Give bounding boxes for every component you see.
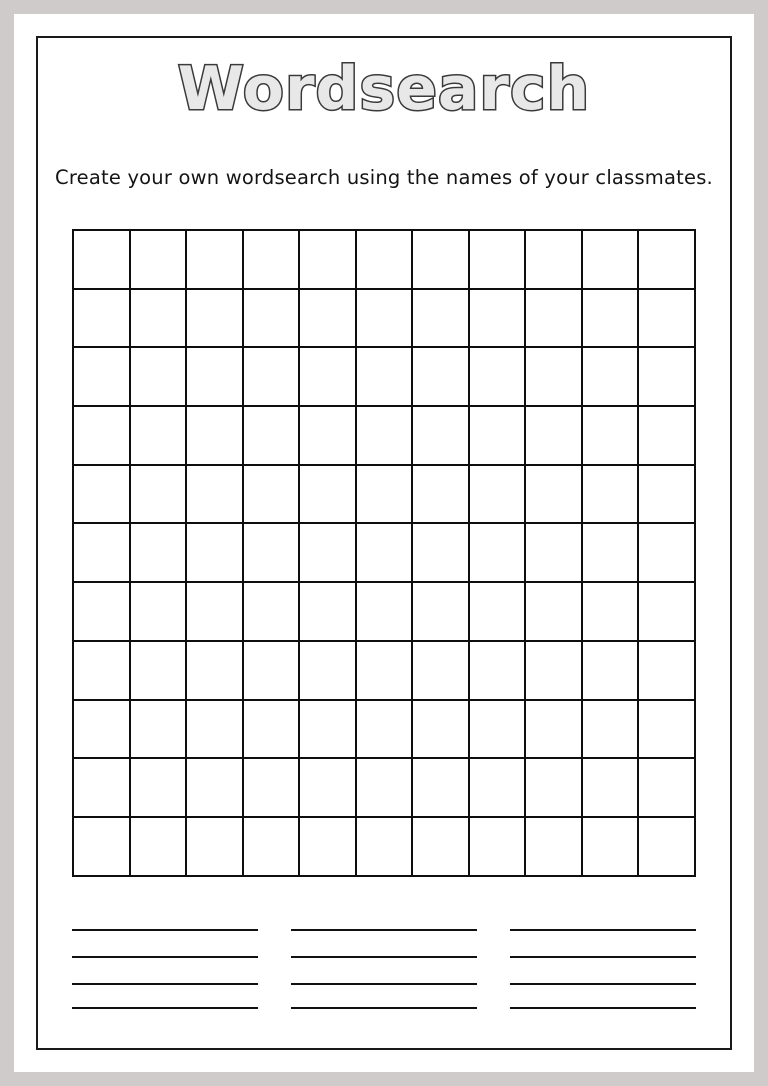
- answer-column: [291, 904, 477, 1009]
- grid-cell[interactable]: [582, 817, 639, 876]
- grid-cell[interactable]: [525, 817, 582, 876]
- grid-cell[interactable]: [243, 641, 300, 700]
- grid-row: [73, 641, 695, 700]
- grid-cell[interactable]: [299, 700, 356, 759]
- grid-cell[interactable]: [525, 758, 582, 817]
- grid-cell[interactable]: [130, 758, 187, 817]
- wordsearch-grid[interactable]: [72, 229, 696, 877]
- grid-cell[interactable]: [186, 641, 243, 700]
- grid-cell[interactable]: [73, 230, 130, 289]
- grid-cell[interactable]: [412, 347, 469, 406]
- grid-cell[interactable]: [638, 406, 695, 465]
- grid-row: [73, 523, 695, 582]
- grid-cell[interactable]: [73, 700, 130, 759]
- grid-cell[interactable]: [299, 817, 356, 876]
- grid-cell[interactable]: [186, 758, 243, 817]
- answer-line[interactable]: [510, 985, 696, 1009]
- grid-row: [73, 817, 695, 876]
- grid-cell[interactable]: [469, 700, 526, 759]
- grid-cell[interactable]: [412, 406, 469, 465]
- grid-cell[interactable]: [356, 582, 413, 641]
- grid-cell[interactable]: [186, 817, 243, 876]
- grid-cell[interactable]: [638, 465, 695, 524]
- grid-cell[interactable]: [130, 523, 187, 582]
- grid-cell[interactable]: [186, 582, 243, 641]
- grid-cell[interactable]: [186, 406, 243, 465]
- answer-line[interactable]: [72, 931, 258, 958]
- grid-cell[interactable]: [73, 465, 130, 524]
- grid-cell[interactable]: [469, 523, 526, 582]
- grid-cell[interactable]: [130, 347, 187, 406]
- grid-cell[interactable]: [638, 523, 695, 582]
- grid-cell[interactable]: [186, 523, 243, 582]
- grid-cell[interactable]: [582, 582, 639, 641]
- grid-cell[interactable]: [243, 347, 300, 406]
- grid-cell[interactable]: [356, 406, 413, 465]
- grid-row: [73, 289, 695, 348]
- grid-row: [73, 406, 695, 465]
- answer-line[interactable]: [291, 958, 477, 985]
- grid-cell[interactable]: [243, 758, 300, 817]
- grid-cell[interactable]: [582, 641, 639, 700]
- grid-cell[interactable]: [186, 289, 243, 348]
- grid-cell[interactable]: [638, 758, 695, 817]
- grid-cell[interactable]: [130, 817, 187, 876]
- grid-cell[interactable]: [412, 758, 469, 817]
- grid-cell[interactable]: [356, 523, 413, 582]
- grid-cell[interactable]: [73, 758, 130, 817]
- grid-cell[interactable]: [356, 641, 413, 700]
- grid-cell[interactable]: [582, 230, 639, 289]
- grid-cell[interactable]: [299, 641, 356, 700]
- answer-column: [510, 904, 696, 1009]
- grid-cell[interactable]: [582, 758, 639, 817]
- wordsearch-grid-table[interactable]: [72, 229, 696, 877]
- grid-cell[interactable]: [243, 465, 300, 524]
- answer-line[interactable]: [72, 958, 258, 985]
- grid-row: [73, 465, 695, 524]
- grid-cell[interactable]: [130, 582, 187, 641]
- grid-cell[interactable]: [243, 817, 300, 876]
- answer-line[interactable]: [72, 904, 258, 931]
- grid-cell[interactable]: [469, 406, 526, 465]
- grid-cell[interactable]: [299, 758, 356, 817]
- answer-line[interactable]: [510, 904, 696, 931]
- grid-cell[interactable]: [638, 817, 695, 876]
- grid-cell[interactable]: [469, 347, 526, 406]
- grid-cell[interactable]: [356, 758, 413, 817]
- grid-cell[interactable]: [638, 230, 695, 289]
- grid-cell[interactable]: [299, 289, 356, 348]
- grid-cell[interactable]: [186, 230, 243, 289]
- grid-cell[interactable]: [525, 406, 582, 465]
- grid-cell[interactable]: [73, 582, 130, 641]
- grid-cell[interactable]: [73, 347, 130, 406]
- answer-line[interactable]: [291, 904, 477, 931]
- wordsearch-grid-body: [73, 230, 695, 876]
- grid-cell[interactable]: [525, 465, 582, 524]
- grid-cell[interactable]: [73, 641, 130, 700]
- grid-cell[interactable]: [130, 406, 187, 465]
- grid-cell[interactable]: [469, 289, 526, 348]
- grid-cell[interactable]: [412, 230, 469, 289]
- grid-cell[interactable]: [525, 289, 582, 348]
- grid-cell[interactable]: [186, 465, 243, 524]
- grid-cell[interactable]: [243, 289, 300, 348]
- answer-line[interactable]: [510, 931, 696, 958]
- grid-row: [73, 700, 695, 759]
- grid-cell[interactable]: [412, 817, 469, 876]
- grid-cell[interactable]: [299, 406, 356, 465]
- grid-cell[interactable]: [186, 700, 243, 759]
- grid-cell[interactable]: [582, 523, 639, 582]
- worksheet-page: [14, 14, 754, 1072]
- grid-cell[interactable]: [130, 289, 187, 348]
- grid-cell[interactable]: [412, 582, 469, 641]
- grid-cell[interactable]: [356, 289, 413, 348]
- grid-row: [73, 582, 695, 641]
- answer-lines-area: [72, 904, 696, 1009]
- grid-cell[interactable]: [243, 582, 300, 641]
- grid-cell[interactable]: [412, 700, 469, 759]
- grid-cell[interactable]: [243, 406, 300, 465]
- grid-cell[interactable]: [525, 641, 582, 700]
- instructions-text: Create your own wordsearch using the names of your classmates.: [55, 166, 713, 189]
- grid-cell[interactable]: [73, 406, 130, 465]
- grid-cell[interactable]: [243, 523, 300, 582]
- grid-cell[interactable]: [469, 758, 526, 817]
- grid-cell[interactable]: [73, 289, 130, 348]
- grid-cell[interactable]: [243, 230, 300, 289]
- grid-cell[interactable]: [130, 465, 187, 524]
- grid-cell[interactable]: [638, 347, 695, 406]
- answer-line[interactable]: [510, 958, 696, 985]
- grid-row: [73, 347, 695, 406]
- grid-row: [73, 758, 695, 817]
- page-title: Wordsearch: [177, 54, 591, 124]
- grid-cell[interactable]: [299, 523, 356, 582]
- grid-cell[interactable]: [638, 700, 695, 759]
- grid-cell[interactable]: [582, 347, 639, 406]
- grid-cell[interactable]: [130, 641, 187, 700]
- grid-cell[interactable]: [412, 641, 469, 700]
- grid-cell[interactable]: [130, 230, 187, 289]
- grid-cell[interactable]: [525, 523, 582, 582]
- grid-cell[interactable]: [469, 465, 526, 524]
- answer-line[interactable]: [291, 931, 477, 958]
- grid-cell[interactable]: [130, 700, 187, 759]
- grid-cell[interactable]: [356, 230, 413, 289]
- grid-cell[interactable]: [582, 465, 639, 524]
- grid-cell[interactable]: [525, 700, 582, 759]
- grid-cell[interactable]: [469, 817, 526, 876]
- grid-cell[interactable]: [73, 817, 130, 876]
- grid-cell[interactable]: [582, 700, 639, 759]
- grid-cell[interactable]: [525, 347, 582, 406]
- answer-line[interactable]: [72, 985, 258, 1009]
- grid-cell[interactable]: [469, 582, 526, 641]
- grid-cell[interactable]: [299, 465, 356, 524]
- grid-cell[interactable]: [525, 582, 582, 641]
- grid-cell[interactable]: [582, 406, 639, 465]
- grid-row: [73, 230, 695, 289]
- grid-cell[interactable]: [356, 817, 413, 876]
- grid-cell[interactable]: [638, 582, 695, 641]
- grid-cell[interactable]: [299, 582, 356, 641]
- grid-cell[interactable]: [299, 230, 356, 289]
- answer-line[interactable]: [291, 985, 477, 1009]
- grid-cell[interactable]: [638, 641, 695, 700]
- grid-cell[interactable]: [356, 700, 413, 759]
- grid-cell[interactable]: [412, 289, 469, 348]
- grid-cell[interactable]: [412, 465, 469, 524]
- grid-cell[interactable]: [243, 700, 300, 759]
- grid-cell[interactable]: [73, 523, 130, 582]
- grid-cell[interactable]: [582, 289, 639, 348]
- grid-cell[interactable]: [469, 230, 526, 289]
- grid-cell[interactable]: [638, 289, 695, 348]
- answer-column: [72, 904, 258, 1009]
- grid-cell[interactable]: [356, 347, 413, 406]
- grid-cell[interactable]: [186, 347, 243, 406]
- grid-cell[interactable]: [469, 641, 526, 700]
- grid-cell[interactable]: [412, 523, 469, 582]
- grid-cell[interactable]: [356, 465, 413, 524]
- grid-cell[interactable]: [299, 347, 356, 406]
- grid-cell[interactable]: [525, 230, 582, 289]
